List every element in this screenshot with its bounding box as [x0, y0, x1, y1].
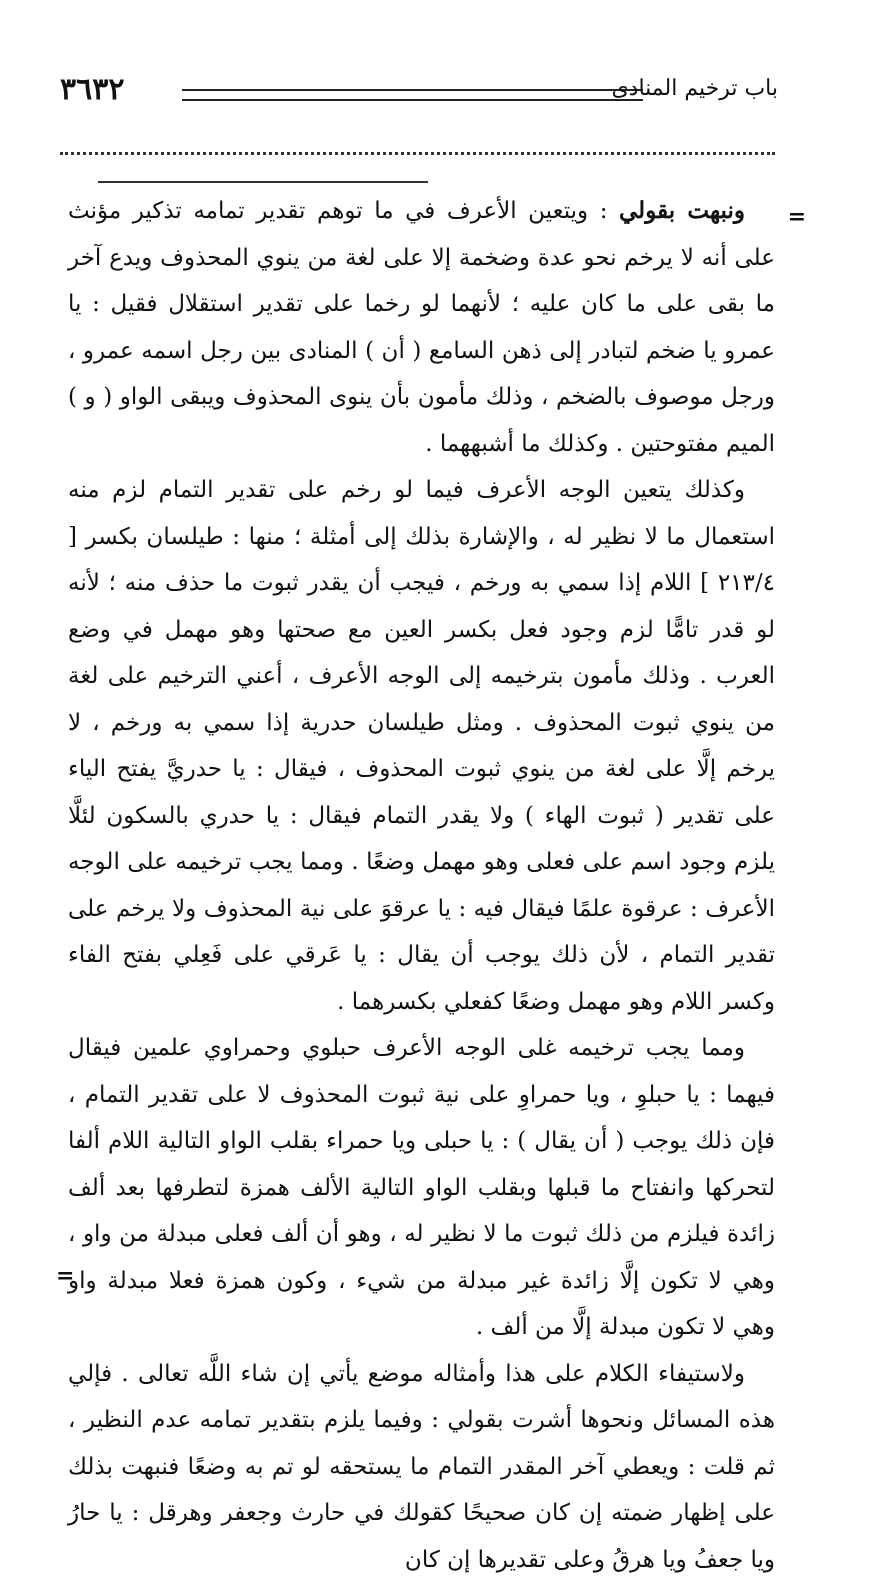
- paragraph-3: ومما يجب ترخيمه غلى الوجه الأعرف حبلوي وحمراوي علمين فيقال فيهما : يا حبلوِ ، ويا حمراوِ على نية ثبوت المحذوف لا على تقدير التمام ، فإن ذلك يوجب ( أن يقال ) : يا حبلى ويا حمراء بقلب الواو التالية اللام ألفا لتحركها وانفتاح ما قبلها وبقلب الواو التالية الألف همزة لتطرفها بعد ألف زائدة فيلزم من ذلك ثبوت ما لا نظير له ، وهو أن ألف فعلى مبدلة من واو ، وهي لا تكون إلَّا زائدة غير مبدلة من شيء ، وكون همزة فعلا مبدلة واو وهي لا تكون مبدلة إلَّا من ألف .: [68, 1025, 775, 1351]
- footnote-separator-line: [98, 181, 428, 183]
- paragraph-4: ولاستيفاء الكلام على هذا وأمثاله موضع يأتي إن شاء اللَّه تعالى . فإلي هذه المسائل ونحوها أشرت بقولي : وفيما يلزم بتقدير تمامه عدم النظير ، ثم قلت : ويعطي آخر المقدر التمام ما يستحقه لو تم به وضعًا فنبهت بذلك على إظهار ضمته إن كان صحيحًا كقولك في حارث وجعفر وهرقل : يا حارُ ويا جعفُ ويا هرقُ وعلى تقديرها إن كان: [68, 1351, 775, 1583]
- continuation-marker-bottom: =: [56, 1263, 74, 1289]
- paragraph-lead: ونبهت بقولي: [619, 197, 745, 224]
- paragraph-1: [68, 188, 775, 467]
- continuation-marker-top: =: [788, 204, 806, 230]
- paragraph-2: وكذلك يتعين الوجه الأعرف فيما لو رخم على تقدير التمام لزم منه استعمال ما لا نظير له ، والإشارة بذلك إلى أمثلة ؛ منها : طيلسان بكسر [ ٢١٣/٤ ] اللام إذا سمي به ورخم ، فيجب أن يقدر ثبوت ما حذف منه ؛ لأنه لو قدر تامًّا لزم وجود فعل بكسر العين مع صحتها وهو مهمل في وضع العرب . وذلك مأمون بترخيمه إلى الوجه الأعرف ، أعني الترخيم على لغة من ينوي ثبوت المحذوف . ومثل طيلسان حدرية إذا سمي به ورخم ، لا يرخم إلَّا على لغة من ينوي ثبوت المحذوف ، فيقال : يا حدريَّ يفتح الياء على تقدير ( ثبوت الهاء ) ولا يقدر التمام فيقال : يا حدري بالسكون لئلَّا يلزم وجود اسم على فعلى وهو مهمل وضعًا . ومما يجب ترخيمه على الوجه الأعرف : عرقوة علمًا فيقال فيه : يا عرقوَ على نية المحذوف ولا يرخم على تقدير التمام ، لأن ذلك يوجب أن يقال : يا عَرقي على فَعِلي بفتح الفاء وكسر اللام وهو مهمل وضعًا كفعلي بكسرهما .: [68, 467, 775, 1025]
- page-header: [60, 72, 778, 112]
- paragraph-1-text: : ويتعين الأعرف في ما توهم تقدير تمامه تذكير مؤنث على أنه لا يرخم نحو عدة وضخمة إلا على لغة من ينوي المحذوف ويدع آخر ما بقى على ما كان عليه ؛ لأنهما لو رخما على تقدير استقلال فقيل : يا عمرو يا ضخم لتبادر إلى ذهن السامع ( أن ) المنادى بين رجل اسمه عمرو ، ورجل موصوف بالضخم ، وذلك مأمون بأن ينوى المحذوف ويبقى الواو ( و ) الميم مفتوحتين . وكذلك ما أشبههما .: [68, 198, 775, 457]
- page-number: ٣٦٣٢: [60, 72, 124, 107]
- chapter-title: باب ترخيم المنادى: [611, 76, 778, 101]
- body-text: [68, 188, 775, 1583]
- header-double-rule: [182, 89, 643, 101]
- dotted-separator: [60, 152, 775, 155]
